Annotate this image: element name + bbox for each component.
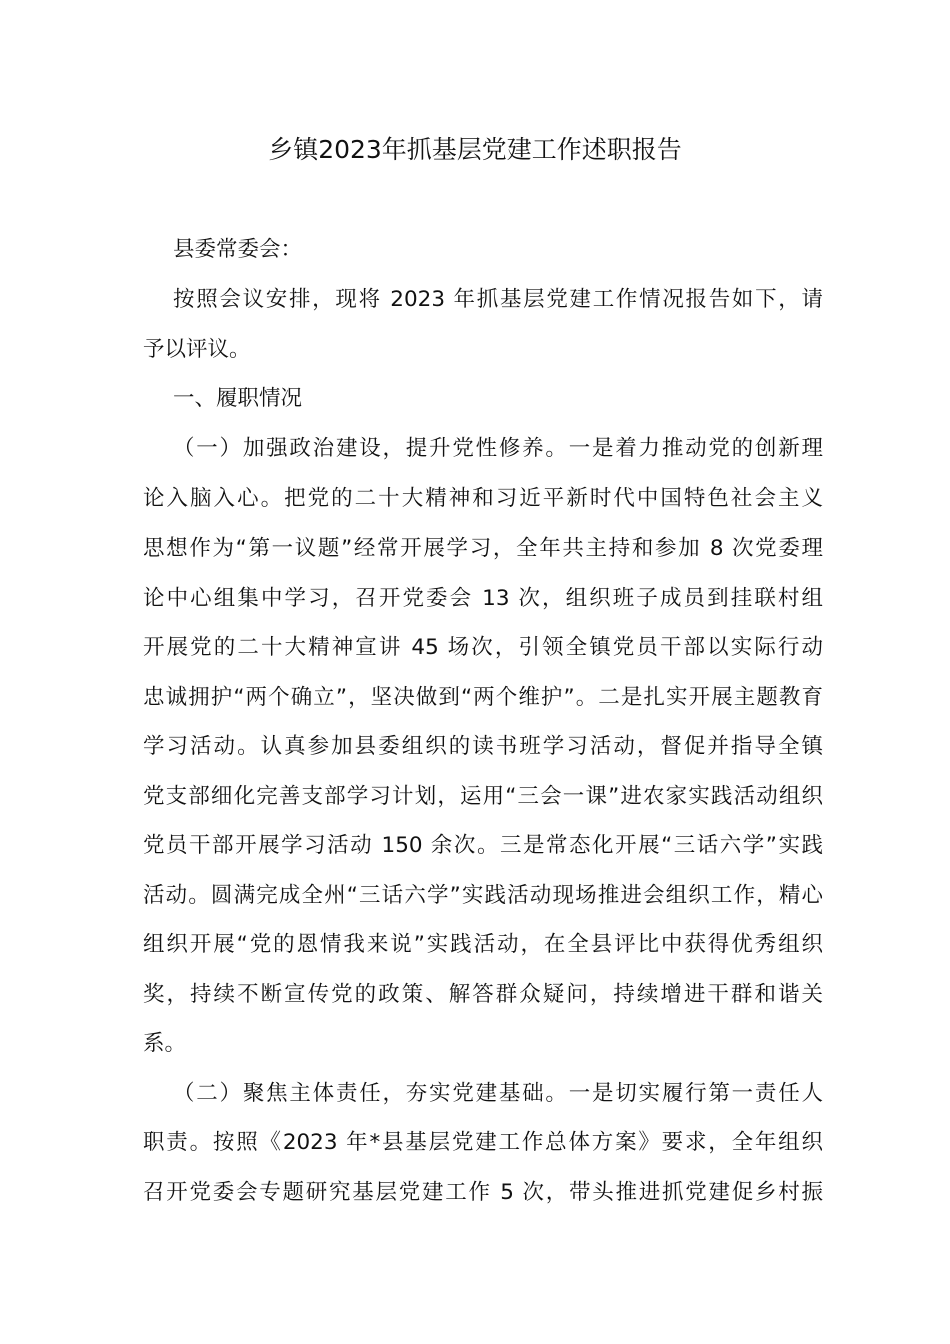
document-title: 乡镇2023年抓基层党建工作述职报告 <box>268 135 682 164</box>
paragraph-line: 奖，持续不断宣传党的政策、解答群众疑问，持续增进干群和谐关 <box>143 982 823 1007</box>
paragraph-line: 职责。按照《2023 年*县基层党建工作总体方案》要求，全年组织 <box>143 1130 823 1155</box>
paragraph-line: 党员干部开展学习活动 150 余次。三是常态化开展“三话六学”实践 <box>143 833 823 858</box>
paragraph-line: 论中心组集中学习，召开党委会 13 次，组织班子成员到挂联村组 <box>143 586 823 611</box>
paragraph-line: 予以评议。 <box>143 337 251 362</box>
paragraph-line: 活动。圆满完成全州“三话六学”实践活动现场推进会组织工作，精心 <box>143 883 823 908</box>
paragraph-line: 忠诚拥护“两个确立”，坚决做到“两个维护”。二是扎实开展主题教育 <box>143 685 823 710</box>
paragraph-line: 系。 <box>143 1031 187 1056</box>
paragraph-line: 论入脑入心。把党的二十大精神和习近平新时代中国特色社会主义 <box>143 486 823 511</box>
paragraph-line: 思想作为“第一议题”经常开展学习，全年共主持和参加 8 次党委理 <box>143 536 823 561</box>
paragraph-line: 召开党委会专题研究基层党建工作 5 次，带头推进抓党建促乡村振 <box>143 1180 823 1205</box>
paragraph-line: （二）聚焦主体责任，夯实党建基础。一是切实履行第一责任人 <box>173 1081 823 1106</box>
paragraph-line: 按照会议安排，现将 2023 年抓基层党建工作情况报告如下，请 <box>173 287 823 312</box>
paragraph-line: 开展党的二十大精神宣讲 45 场次，引领全镇党员干部以实际行动 <box>143 635 823 660</box>
paragraph-line: 组织开展“党的恩情我来说”实践活动，在全县评比中获得优秀组织 <box>143 932 823 957</box>
section-heading: 一、履职情况 <box>173 386 303 411</box>
paragraph-line: 学习活动。认真参加县委组织的读书班学习活动，督促并指导全镇 <box>143 734 823 759</box>
paragraph-line: 党支部细化完善支部学习计划，运用“三会一课”进农家实践活动组织 <box>143 784 823 809</box>
paragraph-line: （一）加强政治建设，提升党性修养。一是着力推动党的创新理 <box>173 436 823 461</box>
salutation: 县委常委会： <box>173 237 303 262</box>
